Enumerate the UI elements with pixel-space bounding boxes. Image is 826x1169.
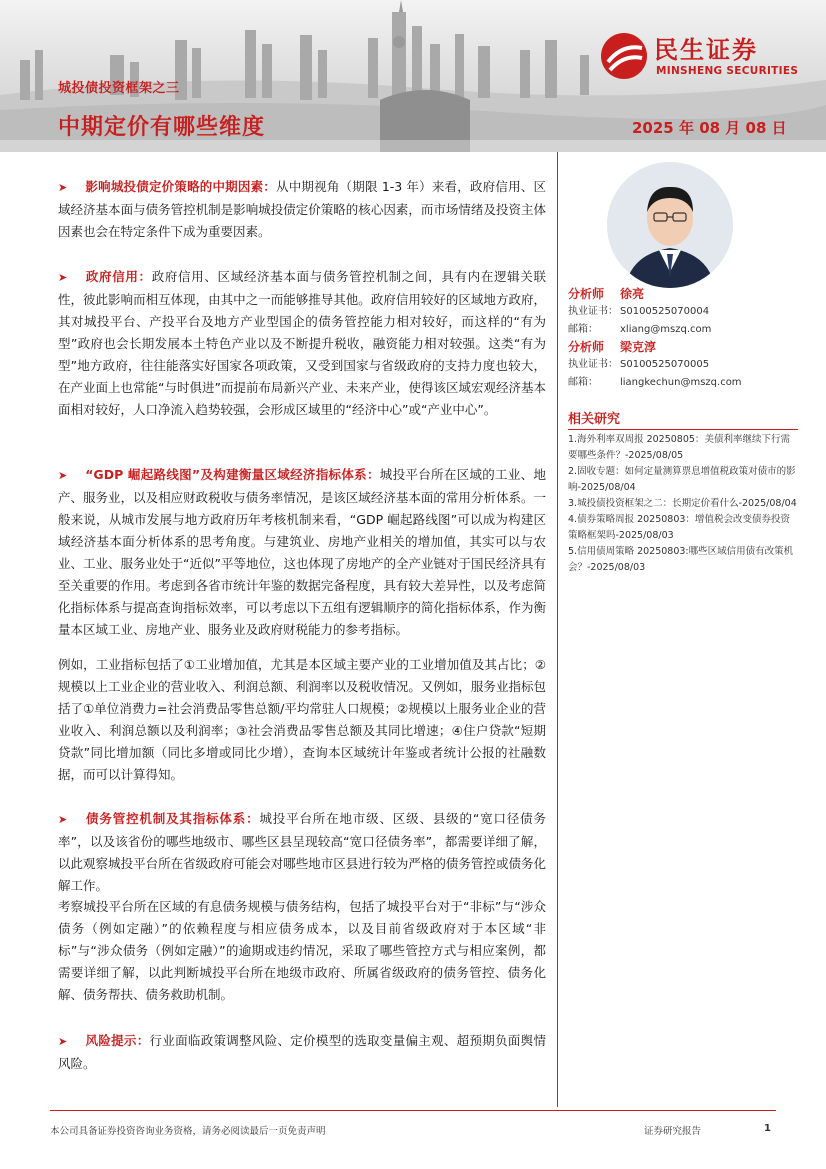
section-body: 行业面临政策调整风险、定价模型的选取变量偏主观、超预期负面舆情风险。 [58, 1033, 546, 1071]
bullet-arrow-icon: ➤ [58, 1035, 68, 1048]
related-research-divider [568, 429, 798, 430]
email-label: 邮箱： [568, 324, 598, 335]
section-body: 城投平台所在地市级、区级、县级的“宽口径债务率”，以及该省份的哪些地级市、哪些区县呈现较高“宽口径债务率”，都需要详细了解，以此观察城投平台所在省级政府可能会对哪些地市区县进行较为严格的债务管控或债务化解工作。 [58, 811, 546, 893]
cert-label: 执业证书： [568, 359, 618, 370]
analyst-portrait-image [607, 162, 733, 288]
section-body: 城投平台所在区域的工业、地产、服务业，以及相应财政税收与债务率情况，是该区域经济基本面的常用分析体系。一般来说，从城市发展与地方政府历年考核机制来看，“GDP 崛起路线图”可以成为构建区域经济基本面分析体系的思考角度。与建筑业、房地产业相关的增加值，其实可以与农业、工业、服务业处于“近似”平等地位，这也体现了房地产的全产业链对于国民经济具有至关重要的作用。考虑到各省市统计年鉴的数据完备程度，具有较大差异性，以及考虑简化指标体系与提高查询指标效率，可以考虑以下五组有逻辑顺序的简化指标体系，作为衡量本区域工业、房地产业、服务业及政府财税能力的参考指标。 [58, 467, 546, 637]
header-banner [0, 0, 826, 152]
series-title: 城投债投资框架之三 [58, 81, 180, 96]
related-research-item[interactable]: 1.海外利率双周报 20250805：美债利率继续下行需要哪些条件？-2025/08/05 [568, 434, 790, 461]
minsheng-logo-icon [600, 32, 648, 80]
footer-report-type: 证券研究报告 [644, 1126, 702, 1137]
analyst-name: 梁克淳 [620, 340, 657, 354]
company-logo [600, 30, 810, 86]
bullet-arrow-icon: ➤ [58, 813, 68, 826]
section-lead: 债务管控机制及其指标体系： [85, 811, 260, 826]
bullet-arrow-icon: ➤ [58, 271, 68, 284]
bullet-arrow-icon: ➤ [58, 469, 68, 482]
related-research-item[interactable]: 4.债券策略周报 20250803：增值税会改变债券投资策略框架吗-2025/08/03 [568, 514, 790, 541]
logo-text-cn: 民生证券 [654, 36, 758, 64]
related-research-item[interactable]: 3.城投债投资框架之二：长期定价看什么-2025/08/04 [568, 498, 797, 509]
page-title: 中期定价有哪些维度 [58, 115, 266, 140]
column-divider [557, 152, 558, 1107]
cert-number: S0100525070004 [620, 306, 710, 317]
section-lead: 政府信用： [85, 269, 152, 284]
section-government-credit [58, 266, 546, 421]
section-body: 例如，工业指标包括了①工业增加值，尤其是本区域主要产业的工业增加值及其占比；②规模以上工业企业的营业收入、利润总额、利润率以及税收情况。又例如，服务业指标包括了①单位消费力=社会消费品零售总额/平均常驻人口规模；②规模以上服务业企业的营业收入、利润总额以及利润率；③社会消费品零售总额及其同比增速；④住户贷款“短期贷款”同比增加额（同比多增或同比少增），查询本区域统计年鉴或者统计公报的社融数据，而可以计算得知。 [58, 657, 546, 782]
analyst-role: 分析师 [568, 340, 605, 354]
related-research-item[interactable]: 2.固收专题：如何定量测算票息增值税政策对债市的影响-2025/08/04 [568, 466, 796, 493]
analyst-card [568, 338, 798, 392]
section-lead: 风险提示： [85, 1033, 150, 1048]
logo-text-en: MINSHENG SECURITIES [656, 65, 799, 77]
footer-disclaimer: 本公司具备证券投资咨询业务资格，请务必阅读最后一页免责声明 [50, 1126, 326, 1137]
analyst-name: 徐亮 [620, 287, 645, 301]
section-gdp-roadmap-example [58, 654, 546, 786]
analyst-role: 分析师 [568, 287, 605, 301]
analyst-photo [607, 162, 733, 288]
section-risk-warning [58, 1030, 546, 1075]
analyst-card [568, 285, 798, 339]
cert-label: 执业证书： [568, 306, 618, 317]
email-address[interactable]: xliang@mszq.com [620, 324, 712, 335]
email-address[interactable]: liangkechun@mszq.com [620, 377, 742, 388]
report-date: 2025 年 08 月 08 日 [632, 119, 787, 137]
section-body: 从中期视角（期限 1-3 年）来看，政府信用、区域经济基本面与债务管控机制是影响城投债定价策略的核心因素，而市场情绪及投资主体因素也会在特定条件下成为重要因素。 [58, 179, 546, 239]
related-research-item[interactable]: 5.信用债周策略 20250803:哪些区域信用债有改策机会？-2025/08/03 [568, 546, 794, 573]
section-debt-control-detail [58, 896, 546, 1006]
section-body: 考察城投平台所在区域的有息债务规模与债务结构，包括了城投平台对于“非标”与“涉众债务（例如定融）”的依赖程度与相应债务成本，以及目前省级政府对于本区域“非标”与“涉众债务（例如定融）”的逾期或违约情况，采取了哪些管控方式与相应案例，都需要详细了解，以此判断城投平台所在地级市政府、所属省级政府的债务管控、债务化解、债务帮扶、债务救助机制。 [58, 899, 546, 1002]
related-research-title: 相关研究 [568, 412, 621, 427]
related-research-list [568, 432, 798, 576]
email-label: 邮箱： [568, 377, 598, 388]
section-midterm-factors [58, 176, 546, 243]
section-gdp-roadmap [58, 464, 546, 641]
bullet-arrow-icon: ➤ [58, 181, 68, 194]
section-lead: “GDP 崛起路线图”及构建衡量区域经济指标体系： [85, 467, 380, 482]
footer-divider [50, 1110, 776, 1111]
section-debt-control [58, 808, 546, 897]
cert-number: S0100525070005 [620, 359, 710, 370]
section-body: 政府信用、区域经济基本面与债务管控机制之间，具有内在逻辑关联性，彼此影响而相互体现，由其中之一而能够推导其他。政府信用较好的区域地方政府，其对城投平台、产投平台及地方产业型国企的债务管控能力相对较好，而这样的“有为型”政府也会长期发展本土特色产业以及不断提升税收，融资能力相对较强。这类“有为型”地方政府，往往能落实好国家各项政策，又受到国家与省级政府的支持力度也较大，在产业面上也常能“与时俱进”而提前布局新兴产业、未来产业，使得该区域宏观经济基本面相对较好，人口净流入趋势较强，会形成区域里的“经济中心”或“产业中心”。 [58, 269, 546, 417]
page-number: 1 [764, 1123, 771, 1134]
section-lead: 影响城投债定价策略的中期因素： [85, 179, 277, 194]
